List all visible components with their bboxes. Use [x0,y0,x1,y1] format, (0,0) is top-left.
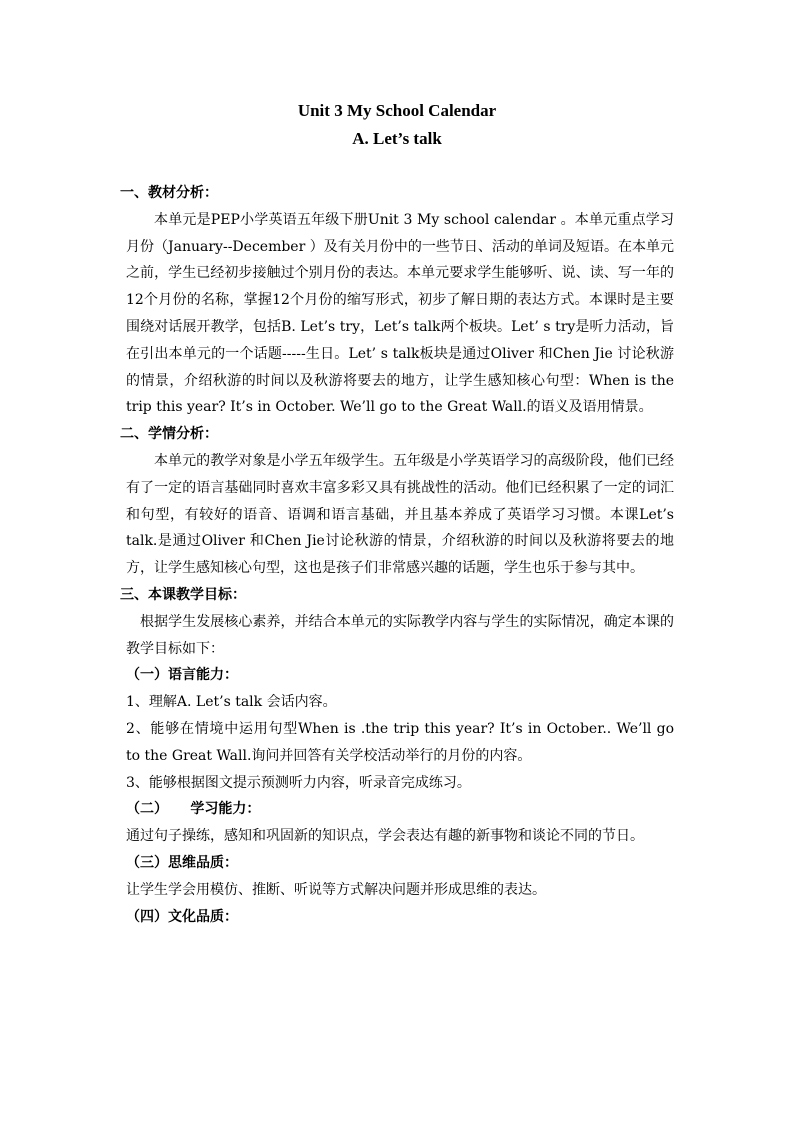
subsection-heading-cultural-quality: （四）文化品质： [126,908,238,925]
subsection-body-learning-ability: 通过句子操练，感知和巩固新的知识点，学会表达有趣的新事物和谈论不同的节日。 [126,828,644,845]
objective-item-2: 2、能够在情境中运用句型When is .the trip this year? It’s in October.. We’ll go to the Great Wall.询问并回答有关学校活动举行的月份的内容。 [126,720,674,764]
section-heading-textbook-analysis: 一、教材分析： [120,185,218,201]
section-body-student-analysis: 本单元的教学对象是小学五年级学生。五年级是小学英语学习的高级阶段，他们已经有了一定的语言基础同时喜欢丰富多彩又具有挑战性的活动。他们已经积累了一定的词汇和句型，有较好的语音、语调和语言基础，并且基本养成了英语学习习惯。本课Let’s talk.是通过Oliver 和Chen Jie讨论秋游的情景，介绍秋游的时间以及秋游将要去的地方，让学生感知核心句型，这也是孩子们非常感兴趣的话题，学生也乐于参与其中。 [126,452,674,577]
section-body-teaching-objectives: 根据学生发展核心素养，并结合本单元的实际教学内容与学生的实际情况，确定本课的教学目标如下： [126,613,674,657]
subsection-number-2: （二） [126,801,168,818]
subsection-title-2: 学习能力： [190,801,261,818]
subsection-body-thinking-quality: 让学生学会用模仿、推断、听说等方式解决问题并形成思维的表达。 [126,881,546,898]
section-heading-student-analysis: 二、学情分析： [120,426,218,443]
section-heading-teaching-objectives: 三、本课教学目标： [120,586,246,603]
document-title: Unit 3 My School Calendar [297,101,497,120]
objective-item-3: 3、能够根据图文提示预测听力内容，听录音完成练习。 [126,774,471,791]
subsection-heading-learning-ability [126,796,674,823]
subsection-heading-language-ability: （一）语言能力： [126,667,238,684]
objective-item-1: 1、理解A. Let’s talk 会话内容。 [126,694,337,711]
subsection-heading-thinking-quality: （三）思维品质： [126,854,238,871]
document-subtitle: A. Let’s talk [352,129,442,148]
section-body-textbook-analysis: 本单元是PEP小学英语五年级下册Unit 3 My school calendar 。本单元重点学习月份（January--December ）及有关月份中的一些节日、活动的单词及短语。在本单元之前，学生已经初步接触过个别月份的表达。本单元要求学生能够听、说、读、写一年的12个月份的名称，掌握12个月份的缩写形式，初步了解日期的表达方式。本课时是主要围绕对话展开教学，包括B. Let’s try，Let’s talk两个板块。Let’ s try是听力活动，旨在引出本单元的一个话题-----生日。Let’ s talk板块是通过Oliver 和Chen Jie 讨论秋游的情景，介绍秋游的时间以及秋游将要去的地方，让学生感知核心句型：When is the trip this year? It’s in October. We’ll go to the Great Wall.的语义及语用情景。 [126,211,674,416]
document-body [120,180,674,930]
